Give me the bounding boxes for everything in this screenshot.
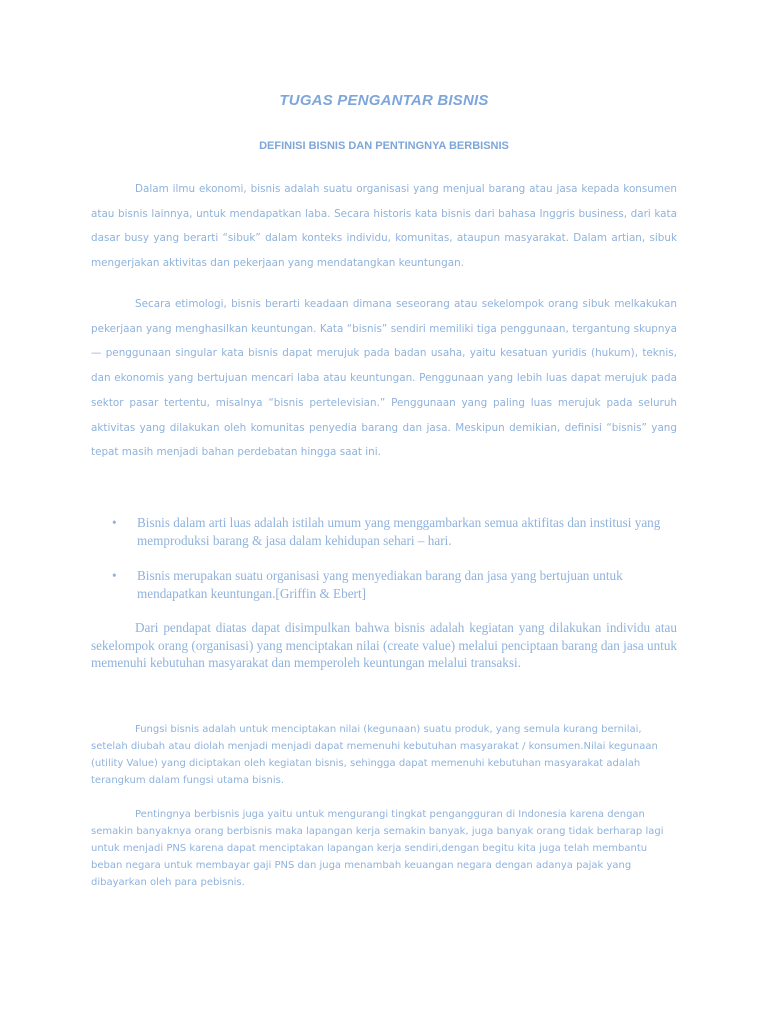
document-title: TUGAS PENGANTAR BISNIS: [279, 92, 489, 109]
paragraph-etymology: Secara etimologi, bisnis berarti keadaan dimana seseorang atau sekelompok orang sibuk melkakukan pekerjaan yang menghasilkan keuntungan. Kata “bisnis” sendiri memiliki tiga penggunaan, tergantung skupnya — penggunaan singular kata bisnis dapat merujuk pada badan usaha, yaitu kesatuan yuridis (hukum), teknis, dan ekonomis yang bertujuan mencari laba atau keuntungan. Penggunaan yang lebih luas dapat merujuk pada sektor pasar tertentu, misalnya “bisnis pertelevisian.” Penggunaan yang paling luas merujuk pada seluruh aktivitas yang dilakukan oleh komunitas penyedia barang dan jasa. Meskipun demikian, definisi “bisnis” yang tepat masih menjadi bahan perdebatan hingga saat ini.: [91, 298, 677, 459]
bullet-text: Bisnis dalam arti luas adalah istilah umum yang menggambarkan semua aktifitas dan institusi yang memproduksi barang & jasa dalam kehidupan sehari – hari.: [137, 515, 661, 548]
paragraph-definition: Dalam ilmu ekonomi, bisnis adalah suatu organisasi yang menjual barang atau jasa kepada konsumen atau bisnis lainnya, untuk mendapatkan laba. Secara historis kata bisnis dari bahasa Inggris business, dari kata dasar busy yang berarti “sibuk” dalam konteks individu, komunitas, ataupun masyarakat. Dalam artian, sibuk mengerjakan aktivitas dan pekerjaan yang mendatangkan keuntungan.: [91, 183, 677, 270]
document-subtitle: DEFINISI BISNIS DAN PENTINGNYA BERBISNIS: [259, 140, 509, 152]
bullet-list: [112, 514, 672, 602]
list-item: [112, 567, 672, 602]
list-item: [112, 514, 672, 549]
bullet-marker: •: [112, 515, 117, 530]
paragraph-function: Fungsi bisnis adalah untuk menciptakan nilai (kegunaan) suatu produk, yang semula kurang bernilai, setelah diubah atau diolah menjadi menjadi dapat memenuhi kebutuhan masyarakat / konsumen.Nilai kegunaan (utility Value) yang diciptakan oleh kegiatan bisnis, sehingga dapat memenuhi kebutuhan masyarakat adalah terangkum dalam fungsi utama bisnis.: [91, 724, 658, 786]
bullet-marker: •: [112, 568, 117, 584]
paragraph-conclusion: Dari pendapat diatas dapat disimpulkan bahwa bisnis adalah kegiatan yang dilakukan individu atau sekelompok orang (organisasi) yang menciptakan nilai (create value) melalui penciptaan barang dan jasa untuk memenuhi kebutuhan masyarakat dan memperoleh keuntungan melalui transaksi.: [91, 620, 678, 671]
bullet-text: Bisnis merupakan suatu organisasi yang menyediakan barang dan jasa yang bertujuan untuk mendapatkan keuntungan.[Griffin & Ebert]: [137, 568, 623, 601]
paragraph-importance: Pentingnya berbisnis juga yaitu untuk mengurangi tingkat pengangguran di Indonesia karena dengan semakin banyaknya orang berbisnis maka lapangan kerja semakin banyak, juga banyak orang tidak berharap lagi untuk menjadi PNS karena dapat menciptakan lapangan kerja sendiri,dengan begitu kita juga telah membantu beban negara untuk membayar gaji PNS dan juga menambah keuangan negara dengan adanya pajak yang dibayarkan oleh para pebisnis.: [91, 809, 664, 888]
